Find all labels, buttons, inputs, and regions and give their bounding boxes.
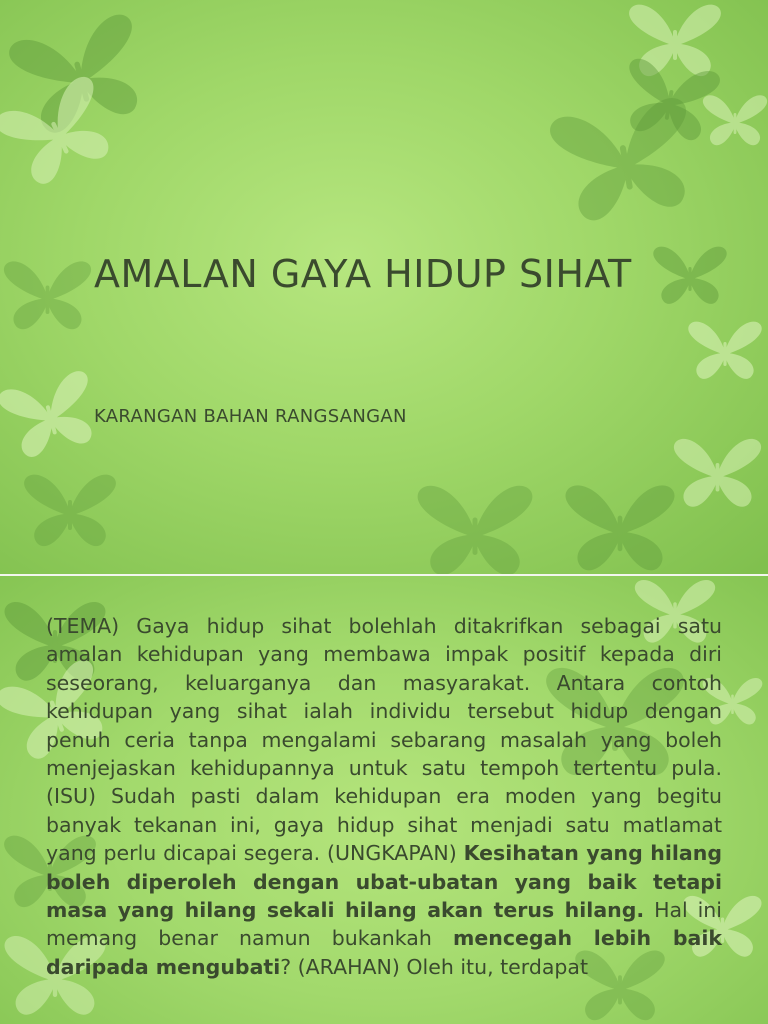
butterfly-icon	[670, 430, 765, 515]
butterfly-icon	[20, 460, 120, 560]
slide-title: AMALAN GAYA HIDUP SIHAT	[94, 252, 632, 296]
butterfly-icon	[541, 88, 710, 232]
body-text-bold: Kesihatan yang hilang boleh diperoleh dengan ubat-ubatan yang baik tetapi masa yang hilang sekali hilang akan terus hilang.	[46, 841, 722, 923]
body-text: ? (ARAHAN) Oleh itu, terdapat	[280, 954, 589, 979]
butterfly-icon	[395, 480, 555, 576]
butterfly-icon	[560, 480, 680, 575]
butterfly-icon	[685, 315, 765, 385]
body-text: (TEMA) Gaya hidup sihat bolehlah ditakrifkan sebagai satu amalan kehidupan yang membawa impak positif kepada diri seseorang, keluarganya dan masyarakat. Antara contoh kehidupan yang sihat ialah individu tersebut hidup dengan penuh ceria tanpa mengalami sebarang masalah yang boleh menjejaskan kehidupannya untuk satu tempoh tertentu pula. (ISU) Sudah pasti dalam kehidupan era moden yang begitu banyak tekanan ini, gaya hidup sihat menjadi satu matlamat yang perlu dicapai segera. (UNGKAPAN)	[46, 614, 722, 866]
slide-subtitle: KARANGAN BAHAN RANGSANGAN	[94, 406, 407, 427]
butterfly-icon	[700, 85, 768, 155]
body-text: Hal ini memang benar namun bukankah	[46, 898, 722, 951]
butterfly-icon	[0, 240, 95, 350]
body-text-bold: mencegah lebih baik daripada mengubati	[46, 926, 722, 979]
body-paragraph	[46, 612, 722, 981]
butterfly-icon	[650, 240, 730, 310]
